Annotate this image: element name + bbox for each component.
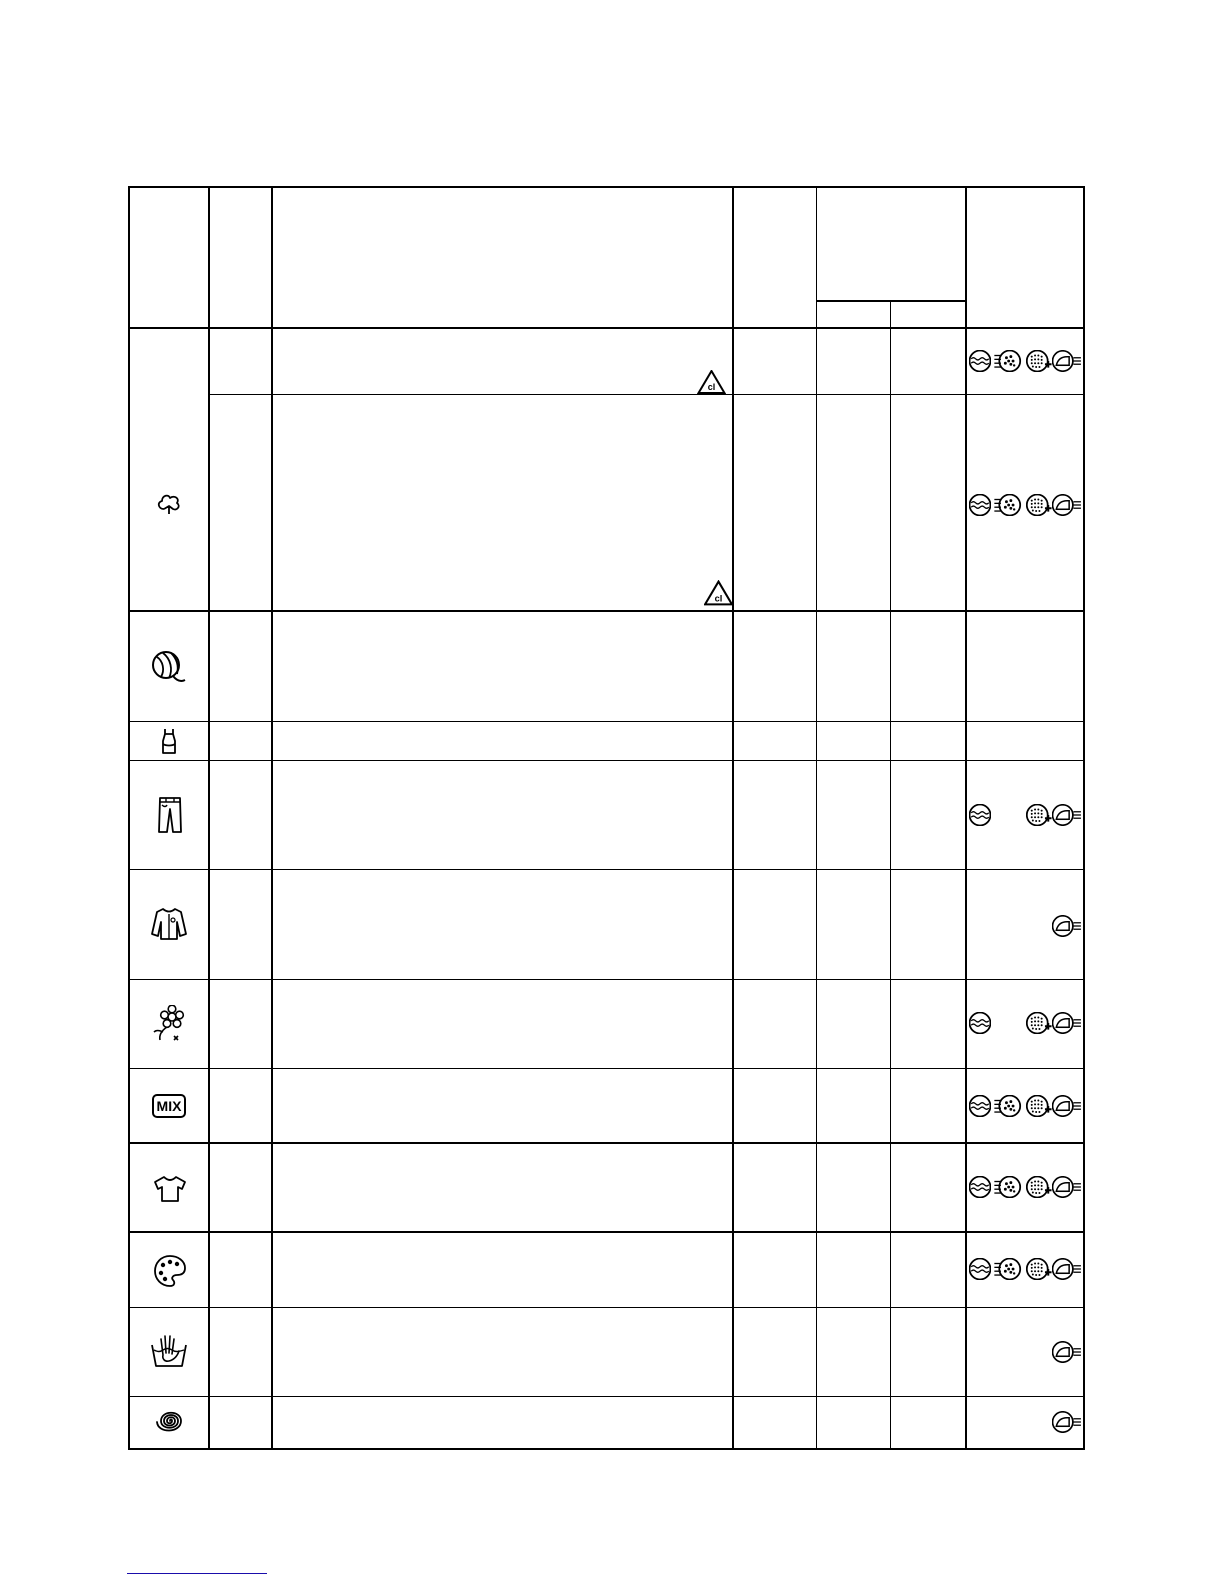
extra-rinse-icon: [1026, 804, 1054, 826]
spin-icon: [153, 1404, 187, 1438]
stain-icon: [992, 1258, 1022, 1280]
stain-icon: [992, 1176, 1022, 1198]
bleach-triangle-icon: [704, 580, 733, 607]
wool-icon: [149, 648, 189, 686]
extra-rinse-icon: [1026, 350, 1054, 372]
delicates-dress-icon: [160, 727, 178, 755]
stain-icon: [992, 494, 1022, 516]
prewash-icon: [969, 1012, 991, 1034]
stain-icon: [992, 1095, 1022, 1117]
easy-iron-icon: [1052, 1258, 1082, 1280]
extra-rinse-icon: [1026, 494, 1054, 516]
table-right-border: [1083, 186, 1085, 1450]
prewash-icon: [969, 1095, 991, 1117]
extra-rinse-icon: [1026, 1095, 1054, 1117]
prewash-icon: [969, 1258, 991, 1280]
handwash-icon: [150, 1333, 188, 1369]
palette-icon: [153, 1254, 187, 1288]
col-line: [816, 186, 817, 1450]
cotton-icon: [153, 492, 185, 518]
easy-iron-icon: [1052, 915, 1082, 937]
col-line: [271, 186, 273, 1450]
prewash-icon: [969, 804, 991, 826]
footer-link-underline[interactable]: [127, 1573, 267, 1574]
prewash-icon: [969, 494, 991, 516]
tshirt-icon: [153, 1174, 187, 1204]
prewash-icon: [969, 1176, 991, 1198]
prewash-icon: [969, 350, 991, 372]
bleach-triangle-icon: [697, 370, 726, 395]
stain-icon: [992, 350, 1022, 372]
mix-icon: [152, 1094, 186, 1118]
easy-iron-icon: [1052, 494, 1082, 516]
easy-iron-icon: [1052, 1411, 1082, 1433]
extra-rinse-icon: [1026, 1012, 1054, 1034]
col-line: [965, 186, 967, 1450]
easy-iron-icon: [1052, 1176, 1082, 1198]
jeans-icon: [157, 795, 183, 835]
table-left-border: [128, 186, 130, 1450]
mix-label: MIX: [156, 1098, 182, 1114]
extra-rinse-icon: [1026, 1258, 1054, 1280]
shirts-icon: [150, 906, 188, 942]
row-line: [209, 394, 1085, 395]
extra-rinse-icon: [1026, 1176, 1054, 1198]
easy-iron-icon: [1052, 350, 1082, 372]
col-line: [732, 186, 734, 1450]
easy-iron-icon: [1052, 1095, 1082, 1117]
allergy-icon: [151, 1005, 187, 1045]
header-subrow-line: [816, 300, 966, 302]
col-line: [890, 300, 891, 1450]
col-line: [208, 186, 210, 1450]
easy-iron-icon: [1052, 804, 1082, 826]
easy-iron-icon: [1052, 1012, 1082, 1034]
easy-iron-icon: [1052, 1341, 1082, 1363]
